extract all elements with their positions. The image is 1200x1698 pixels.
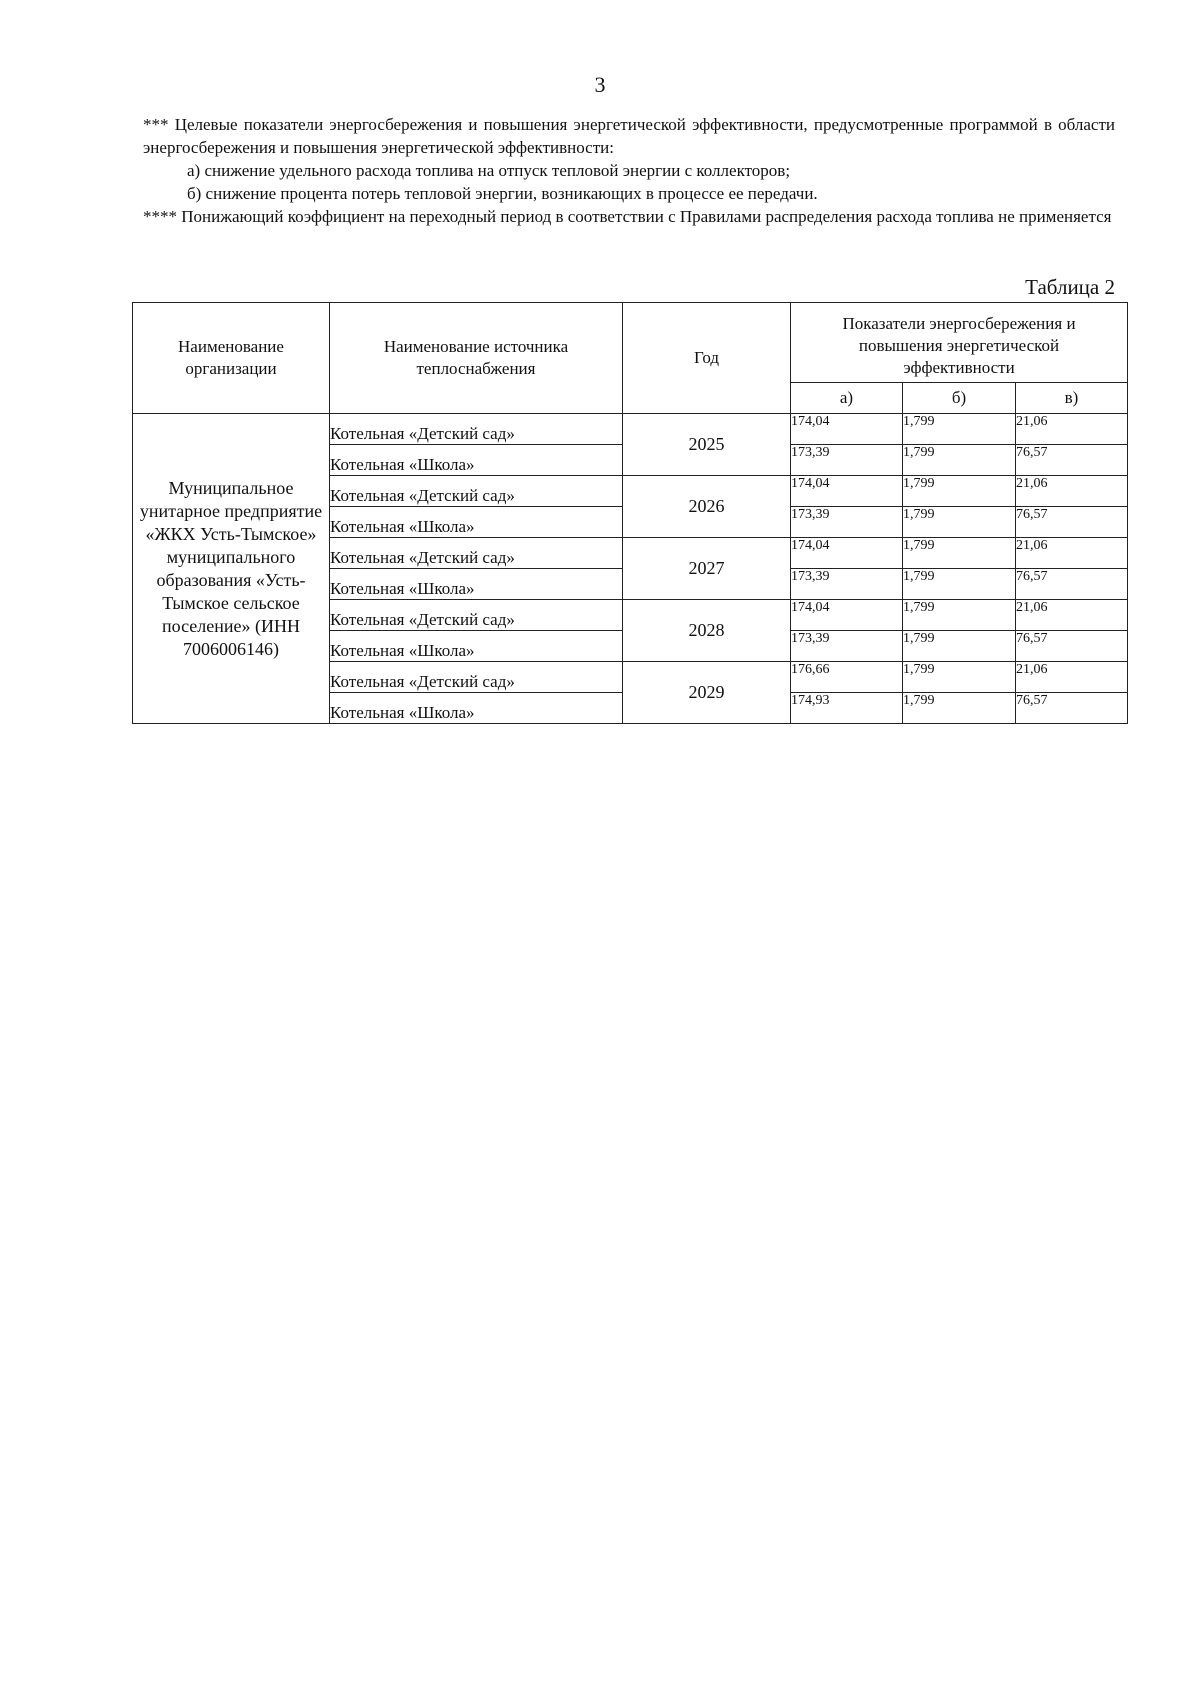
value-b: 1,799	[903, 662, 1016, 693]
value-c: 76,57	[1016, 693, 1128, 724]
value-a: 173,39	[791, 507, 903, 538]
value-b: 1,799	[903, 631, 1016, 662]
year-cell: 2029	[623, 662, 791, 724]
source-name: Котельная «Школа»	[330, 507, 623, 538]
value-c: 21,06	[1016, 476, 1128, 507]
table-row	[133, 414, 1128, 445]
value-c: 21,06	[1016, 414, 1128, 445]
source-name: Котельная «Школа»	[330, 631, 623, 662]
footnotes	[143, 113, 1115, 228]
value-a: 174,04	[791, 538, 903, 569]
page-number: 3	[594, 72, 606, 97]
header-indicator-c: в)	[1016, 383, 1128, 414]
source-name: Котельная «Детский сад»	[330, 538, 623, 569]
footnote-coefficient: **** Понижающий коэффициент на переходный период в соответствии с Правилами распределения расхода топлива не применяется	[143, 207, 1112, 226]
indicators-table	[132, 302, 1128, 724]
footnote-item-a: а) снижение удельного расхода топлива на отпуск тепловой энергии с коллекторов;	[187, 161, 791, 180]
value-b: 1,799	[903, 693, 1016, 724]
value-b: 1,799	[903, 538, 1016, 569]
year-cell: 2027	[623, 538, 791, 600]
header-organization: Наименование организации	[133, 303, 330, 414]
value-b: 1,799	[903, 414, 1016, 445]
value-b: 1,799	[903, 569, 1016, 600]
header-indicator-a: а)	[791, 383, 903, 414]
value-c: 21,06	[1016, 600, 1128, 631]
value-b: 1,799	[903, 600, 1016, 631]
source-name: Котельная «Школа»	[330, 445, 623, 476]
value-c: 76,57	[1016, 631, 1128, 662]
value-a: 173,39	[791, 445, 903, 476]
value-a: 174,04	[791, 600, 903, 631]
source-name: Котельная «Детский сад»	[330, 600, 623, 631]
source-name: Котельная «Школа»	[330, 693, 623, 724]
value-a: 174,93	[791, 693, 903, 724]
value-b: 1,799	[903, 476, 1016, 507]
value-a: 176,66	[791, 662, 903, 693]
value-a: 174,04	[791, 476, 903, 507]
source-name: Котельная «Детский сад»	[330, 662, 623, 693]
header-source: Наименование источника теплоснабжения	[330, 303, 623, 414]
value-c: 76,57	[1016, 445, 1128, 476]
value-b: 1,799	[903, 445, 1016, 476]
year-cell: 2028	[623, 600, 791, 662]
table-caption: Таблица 2	[1025, 275, 1115, 299]
value-a: 173,39	[791, 631, 903, 662]
footnote-targets: *** Целевые показатели энергосбережения и повышения энергетической эффективности, предусмотренные программой в области энергосбережения и повышения энергетической эффективности:	[143, 115, 1115, 157]
year-cell: 2026	[623, 476, 791, 538]
source-name: Котельная «Детский сад»	[330, 476, 623, 507]
value-c: 21,06	[1016, 538, 1128, 569]
organization-name: Муниципальное унитарное предприятие «ЖКХ Усть-Тымское» муниципального образования «Усть-Тымское сельское поселение» (ИНН 7006006146)	[133, 414, 330, 724]
value-b: 1,799	[903, 507, 1016, 538]
source-name: Котельная «Школа»	[330, 569, 623, 600]
value-a: 174,04	[791, 414, 903, 445]
value-c: 76,57	[1016, 569, 1128, 600]
footnote-item-b: б) снижение процента потерь тепловой энергии, возникающих в процессе ее передачи.	[187, 184, 818, 203]
header-year: Год	[623, 303, 791, 414]
year-cell: 2025	[623, 414, 791, 476]
value-a: 173,39	[791, 569, 903, 600]
header-indicators: Показатели энергосбережения и повышения энергетической эффективности	[791, 303, 1128, 383]
value-c: 21,06	[1016, 662, 1128, 693]
value-c: 76,57	[1016, 507, 1128, 538]
source-name: Котельная «Детский сад»	[330, 414, 623, 445]
header-indicator-b: б)	[903, 383, 1016, 414]
